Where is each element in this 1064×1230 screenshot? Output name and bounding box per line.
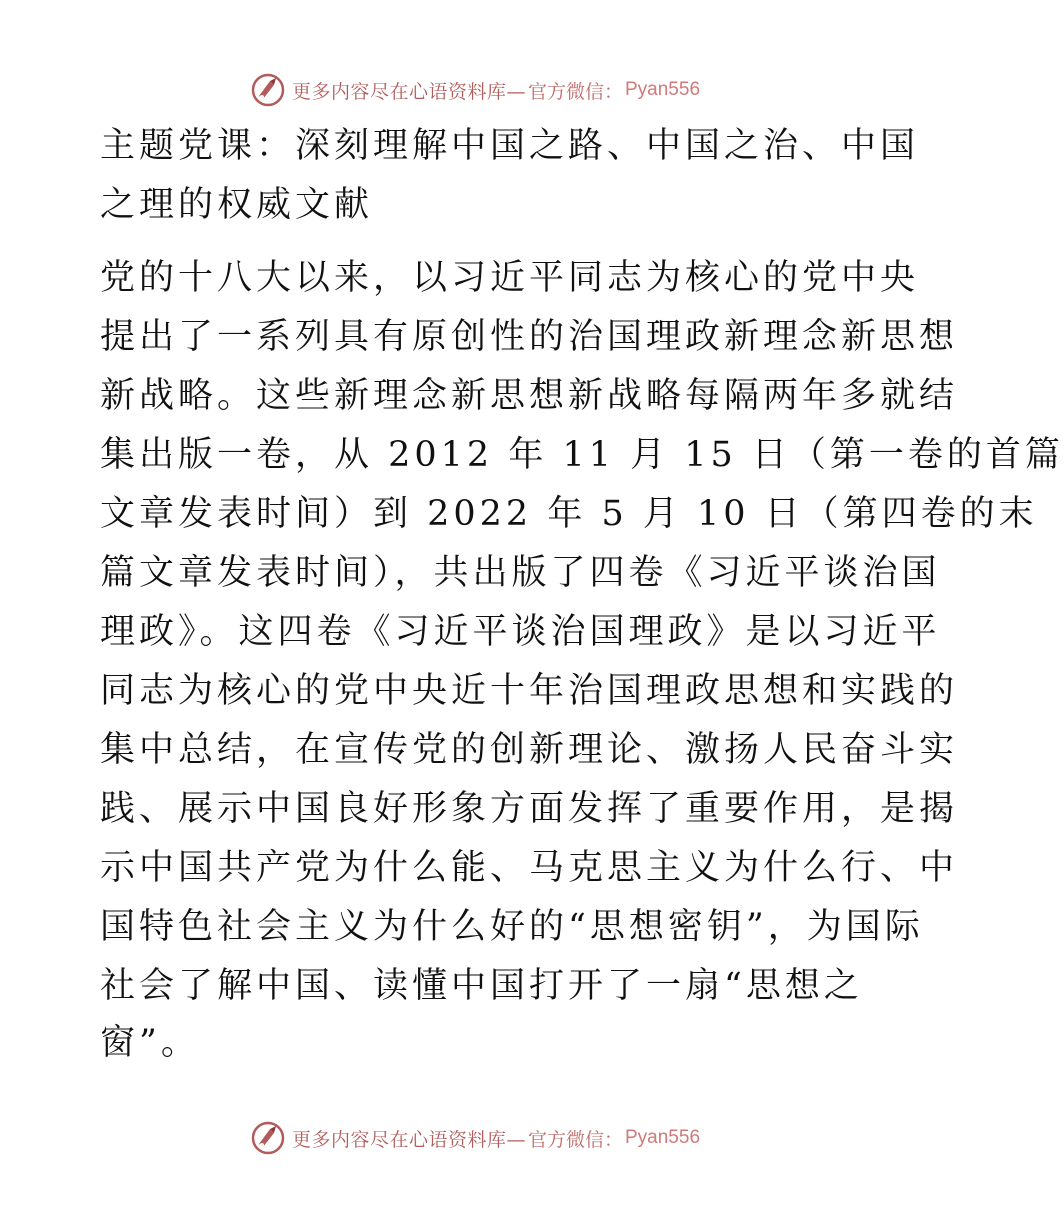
banner-text: 更多内容尽在心语资料库— bbox=[291, 1128, 526, 1151]
body-line: 国特色社会主义为什么好的“思想密钥”，为国际 bbox=[100, 907, 924, 947]
banner-wechat-label: 官方微信： bbox=[527, 1128, 623, 1151]
banner-wechat-account: Pyan556 bbox=[625, 79, 701, 100]
body-line: 提出了一系列具有原创性的治国理政新理念新思想 bbox=[100, 317, 959, 357]
body-line: 集中总结，在宣传党的创新理论、激扬人民奋斗实 bbox=[100, 730, 959, 770]
brand-logo-icon bbox=[250, 1120, 286, 1156]
banner-wechat-account: Pyan556 bbox=[625, 1127, 701, 1148]
body-line: 集出版一卷，从 2012 年 11 月 15 日（第一卷的首篇 bbox=[100, 435, 1064, 475]
header-banner bbox=[0, 70, 950, 110]
brand-logo-icon bbox=[250, 72, 286, 108]
body-line: 示中国共产党为什么能、马克思主义为什么行、中 bbox=[100, 848, 959, 888]
body-line: 新战略。这些新理念新思想新战略每隔两年多就结 bbox=[100, 376, 959, 416]
title-line: 之理的权威文献 bbox=[100, 185, 374, 225]
title-line: 主题党课：深刻理解中国之路、中国之治、中国 bbox=[100, 126, 920, 166]
footer-banner bbox=[0, 1118, 950, 1158]
body-line: 社会了解中国、读懂中国打开了一扇“思想之 bbox=[100, 966, 863, 1006]
body-line: 文章发表时间）到 2022 年 5 月 10 日（第四卷的末 bbox=[100, 494, 1038, 534]
body-line: 窗”。 bbox=[100, 1023, 200, 1063]
body-line: 同志为核心的党中央近十年治国理政思想和实践的 bbox=[100, 671, 959, 711]
body-line: 理政》。这四卷《习近平谈治国理政》是以习近平 bbox=[100, 612, 941, 652]
banner-wechat-label: 官方微信： bbox=[527, 80, 623, 103]
body-line: 践、展示中国良好形象方面发挥了重要作用，是揭 bbox=[100, 789, 959, 829]
body-line: 篇文章发表时间），共出版了四卷《习近平谈治国 bbox=[100, 553, 941, 593]
body-line: 党的十八大以来，以习近平同志为核心的党中央 bbox=[100, 258, 920, 298]
banner-text: 更多内容尽在心语资料库— bbox=[291, 80, 526, 103]
